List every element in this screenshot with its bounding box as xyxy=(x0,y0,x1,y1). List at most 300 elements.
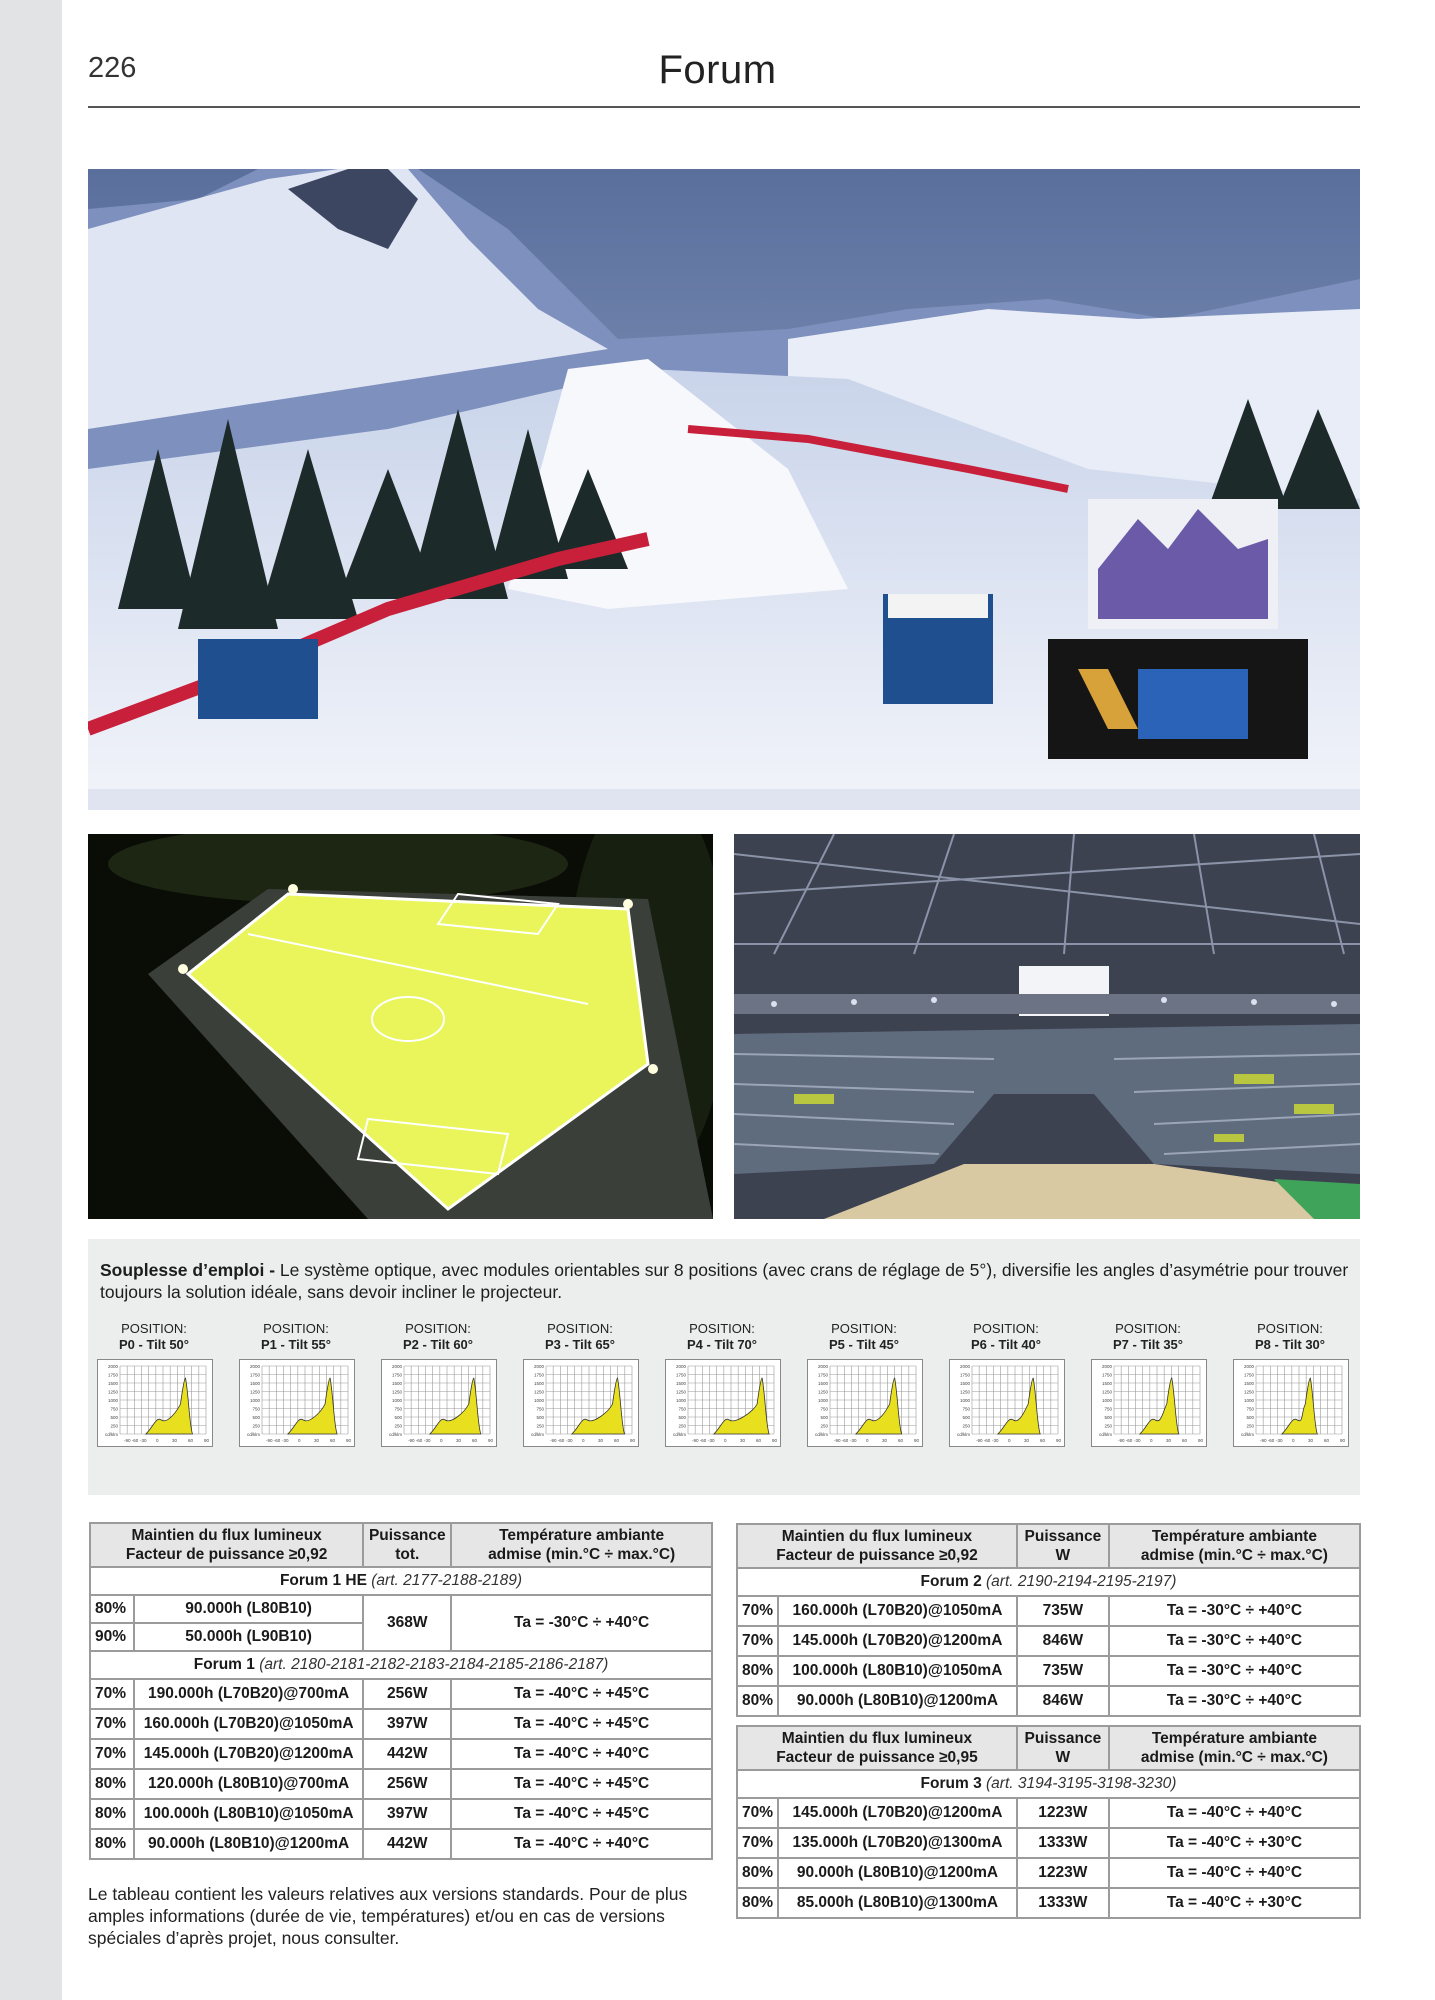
pct-cell: 70% xyxy=(737,1596,778,1626)
diagram-y-tick: 2000 xyxy=(249,1364,260,1369)
group-row xyxy=(90,1567,712,1595)
diagram-x-tick: 60 xyxy=(472,1438,478,1443)
diagram-y-tick: 750 xyxy=(678,1406,686,1412)
flux-cell: 90.000h (L80B10)@1200mA xyxy=(778,1686,1017,1716)
group-art: (art. 2190-2194-2195-2197) xyxy=(986,1573,1177,1590)
group-row xyxy=(90,1651,712,1679)
flux-cell: 135.000h (L70B20)@1300mA xyxy=(778,1828,1017,1858)
header-temp-text: Température ambiante admise (min.°C ÷ max.°C) xyxy=(1140,1730,1328,1766)
intensity-curve xyxy=(856,1378,902,1434)
header-flux-text: Maintien du flux lumineux Facteur de puissance ≥0,92 xyxy=(776,1528,978,1564)
position-label xyxy=(378,1321,498,1353)
diagram-y-tick: 1250 xyxy=(675,1389,686,1395)
diagram-y-tick: 250 xyxy=(1104,1423,1112,1429)
table-row xyxy=(90,1679,712,1709)
table-row xyxy=(90,1709,712,1739)
header-flux xyxy=(737,1524,1017,1568)
diagram-x-tick: 30 xyxy=(1024,1438,1030,1443)
position-label xyxy=(236,1321,356,1353)
intensity-curve xyxy=(998,1378,1040,1434)
position-label xyxy=(520,1321,640,1353)
diagram-y-tick: 1750 xyxy=(1101,1372,1112,1378)
group-art: (art. 2177-2188-2189) xyxy=(371,1572,523,1589)
table-forum-3 xyxy=(736,1725,1361,1919)
diagram-x-tick: 30 xyxy=(1166,1438,1172,1443)
diagram-y-tick: 2000 xyxy=(107,1364,118,1369)
diagram-x-tick: 60 xyxy=(330,1438,336,1443)
diagram-y-tick: 1500 xyxy=(1101,1381,1112,1386)
power-cell: 256W xyxy=(363,1679,451,1709)
diagram-y-tick: 1000 xyxy=(959,1398,970,1403)
table-row xyxy=(737,1798,1360,1828)
flux-cell: 90.000h (L80B10) xyxy=(134,1595,363,1623)
diagram-y-tick: 1250 xyxy=(249,1389,260,1395)
diagram-y-tick: 250 xyxy=(536,1423,544,1429)
power-cell: 368W xyxy=(363,1595,451,1651)
diagram-x-tick: 90 xyxy=(204,1438,210,1443)
side-band xyxy=(0,0,62,2000)
diagram-y-tick: 1500 xyxy=(1243,1381,1254,1386)
diagram-x-tick: 0 xyxy=(1008,1438,1011,1443)
group-art: (art. 3194-3195-3198-3230) xyxy=(986,1775,1177,1792)
diagram-y-tick: 1750 xyxy=(249,1372,260,1378)
position-label xyxy=(1088,1321,1208,1353)
diagram-x-tick: -30 xyxy=(282,1438,289,1443)
diagram-x-tick: 0 xyxy=(582,1438,585,1443)
diagram-x-tick: 0 xyxy=(1150,1438,1153,1443)
diagram-x-tick: 60 xyxy=(1040,1438,1046,1443)
header-power xyxy=(1017,1726,1109,1770)
optics-description xyxy=(100,1259,1350,1303)
diagram-y-tick: 2000 xyxy=(1243,1364,1254,1369)
optics-intro-bold: Souplesse d’emploi - xyxy=(100,1260,276,1280)
photometric-diagram xyxy=(381,1359,497,1447)
diagram-x-tick: 60 xyxy=(756,1438,762,1443)
position-value: P5 - Tilt 45° xyxy=(829,1337,899,1352)
diagram-x-tick: 90 xyxy=(488,1438,494,1443)
photometric-diagram xyxy=(949,1359,1065,1447)
group-name: Forum 3 xyxy=(920,1775,982,1792)
intensity-curve xyxy=(572,1378,625,1434)
position-prefix: POSITION: xyxy=(689,1321,755,1336)
diagram-x-tick: 30 xyxy=(740,1438,746,1443)
flux-cell: 160.000h (L70B20)@1050mA xyxy=(778,1596,1017,1626)
table-row xyxy=(90,1739,712,1769)
power-cell: 1333W xyxy=(1017,1888,1109,1918)
diagram-y-tick: 1500 xyxy=(533,1381,544,1386)
diagram-x-tick: -30 xyxy=(708,1438,715,1443)
table-row xyxy=(737,1828,1360,1858)
diagram-x-tick: -90 -60 xyxy=(408,1438,423,1443)
flux-cell: 190.000h (L70B20)@700mA xyxy=(134,1679,363,1709)
diagram-y-tick: 1000 xyxy=(1101,1398,1112,1403)
position-value: P1 - Tilt 55° xyxy=(261,1337,331,1352)
diagram-x-tick: -30 xyxy=(140,1438,147,1443)
temp-cell: Ta = -40°C ÷ +45°C xyxy=(451,1679,712,1709)
diagram-y-tick: 1000 xyxy=(249,1398,260,1403)
temp-cell: Ta = -30°C ÷ +40°C xyxy=(1109,1626,1360,1656)
diagram-x-tick: -90 -60 xyxy=(834,1438,849,1443)
intensity-curve xyxy=(714,1378,769,1434)
diagram-y-tick: 1750 xyxy=(959,1372,970,1378)
power-cell: 846W xyxy=(1017,1686,1109,1716)
header-power-text: Puissance W xyxy=(1024,1528,1102,1564)
pct-cell: 90% xyxy=(90,1623,134,1651)
diagram-x-tick: -30 xyxy=(850,1438,857,1443)
diagram-y-tick: 1000 xyxy=(391,1398,402,1403)
position-value: P8 - Tilt 30° xyxy=(1255,1337,1325,1352)
power-cell: 397W xyxy=(363,1799,451,1829)
diagram-x-tick: 0 xyxy=(440,1438,443,1443)
diagram-x-tick: 30 xyxy=(314,1438,320,1443)
diagram-x-tick: 90 xyxy=(346,1438,352,1443)
football-pitch-photo xyxy=(88,834,713,1219)
table-row xyxy=(90,1799,712,1829)
diagram-y-tick: 1500 xyxy=(959,1381,970,1386)
position-prefix: POSITION: xyxy=(973,1321,1039,1336)
flux-cell: 120.000h (L80B10)@700mA xyxy=(134,1769,363,1799)
diagram-x-tick: -90 -60 xyxy=(976,1438,991,1443)
photometric-diagram xyxy=(239,1359,355,1447)
diagram-y-tick: 500 xyxy=(252,1415,260,1420)
diagram-y-tick: 2000 xyxy=(1101,1364,1112,1369)
page-title: Forum xyxy=(658,48,777,92)
diagram-y-tick: cd/klm xyxy=(672,1432,686,1437)
table-header-row xyxy=(737,1524,1360,1568)
diagram-y-tick: 250 xyxy=(252,1423,260,1429)
header-temp-text: Température ambiante admise (min.°C ÷ max.°C) xyxy=(1140,1528,1328,1564)
diagram-x-tick: 60 xyxy=(898,1438,904,1443)
temp-cell: Ta = -30°C ÷ +40°C xyxy=(451,1595,712,1651)
flux-cell: 100.000h (L80B10)@1050mA xyxy=(134,1799,363,1829)
position-value: P2 - Tilt 60° xyxy=(403,1337,473,1352)
table-row xyxy=(90,1769,712,1799)
diagram-x-tick: -90 -60 xyxy=(1118,1438,1133,1443)
diagram-x-tick: -90 -60 xyxy=(266,1438,281,1443)
diagram-y-tick: 1250 xyxy=(817,1389,828,1395)
power-cell: 397W xyxy=(363,1709,451,1739)
temp-cell: Ta = -40°C ÷ +30°C xyxy=(1109,1828,1360,1858)
diagram-x-tick: 30 xyxy=(456,1438,462,1443)
diagram-y-tick: 750 xyxy=(1104,1406,1112,1412)
diagram-x-tick: -90 -60 xyxy=(1260,1438,1275,1443)
flux-cell: 90.000h (L80B10)@1200mA xyxy=(134,1829,363,1859)
position-value: P7 - Tilt 35° xyxy=(1113,1337,1183,1352)
header-flux-text: Maintien du flux lumineux Facteur de puissance ≥0,95 xyxy=(776,1730,978,1766)
diagram-x-tick: -30 xyxy=(424,1438,431,1443)
flux-cell: 145.000h (L70B20)@1200mA xyxy=(778,1626,1017,1656)
forum-3-rows xyxy=(737,1798,1360,1918)
position-label xyxy=(946,1321,1066,1353)
diagram-x-tick: 0 xyxy=(298,1438,301,1443)
diagram-y-tick: 250 xyxy=(678,1423,686,1429)
diagram-y-tick: 1500 xyxy=(107,1381,118,1386)
temp-cell: Ta = -40°C ÷ +40°C xyxy=(451,1829,712,1859)
diagram-y-tick: 750 xyxy=(110,1406,118,1412)
diagram-y-tick: cd/klm xyxy=(956,1432,970,1437)
header-temp xyxy=(451,1523,712,1567)
diagram-x-tick: -30 xyxy=(1134,1438,1141,1443)
diagram-x-tick: -90 -60 xyxy=(550,1438,565,1443)
diagram-y-tick: 250 xyxy=(394,1423,402,1429)
temp-cell: Ta = -40°C ÷ +30°C xyxy=(1109,1888,1360,1918)
table-row xyxy=(737,1626,1360,1656)
diagram-y-tick: 2000 xyxy=(675,1364,686,1369)
diagram-y-tick: 500 xyxy=(394,1415,402,1420)
diagram-x-tick: 30 xyxy=(598,1438,604,1443)
header-temp-text: Température ambiante admise (min.°C ÷ max.°C) xyxy=(488,1527,676,1563)
diagram-x-tick: -90 -60 xyxy=(124,1438,139,1443)
diagram-y-tick: cd/klm xyxy=(388,1432,402,1437)
diagram-y-tick: cd/klm xyxy=(814,1432,828,1437)
group-row xyxy=(737,1568,1360,1596)
diagram-x-tick: 0 xyxy=(724,1438,727,1443)
header-power xyxy=(363,1523,451,1567)
diagram-x-tick: 90 xyxy=(914,1438,920,1443)
diagram-x-tick: -30 xyxy=(566,1438,573,1443)
diagram-y-tick: 1250 xyxy=(391,1389,402,1395)
footnote: Le tableau contient les valeurs relatives aux versions standards. Pour de plus amples informations (durée de vie, températures) et/ou en cas de versions spéciales d’après projet, nous consulter. xyxy=(88,1884,688,1948)
diagram-x-tick: -30 xyxy=(992,1438,999,1443)
position-prefix: POSITION: xyxy=(1115,1321,1181,1336)
diagram-y-tick: 1250 xyxy=(1243,1389,1254,1395)
diagram-y-tick: 1500 xyxy=(249,1381,260,1386)
diagram-y-tick: cd/klm xyxy=(1098,1432,1112,1437)
pct-cell: 80% xyxy=(737,1858,778,1888)
pct-cell: 80% xyxy=(90,1829,134,1859)
diagram-x-tick: 90 xyxy=(1056,1438,1062,1443)
diagram-y-tick: cd/klm xyxy=(104,1432,118,1437)
photometric-diagram xyxy=(1091,1359,1207,1447)
position-value: P0 - Tilt 50° xyxy=(119,1337,189,1352)
table-header-row xyxy=(737,1726,1360,1770)
flux-cell: 145.000h (L70B20)@1200mA xyxy=(778,1798,1017,1828)
intensity-curve xyxy=(146,1378,193,1434)
pct-cell: 80% xyxy=(737,1888,778,1918)
diagram-y-tick: 500 xyxy=(678,1415,686,1420)
diagram-x-tick: -30 xyxy=(1276,1438,1283,1443)
diagram-x-tick: 0 xyxy=(866,1438,869,1443)
diagram-y-tick: 250 xyxy=(962,1423,970,1429)
temp-cell: Ta = -30°C ÷ +40°C xyxy=(1109,1596,1360,1626)
pct-cell: 80% xyxy=(737,1656,778,1686)
diagram-y-tick: 750 xyxy=(252,1406,260,1412)
group-forum-3 xyxy=(737,1770,1360,1798)
table-row xyxy=(737,1888,1360,1918)
diagram-y-tick: 750 xyxy=(820,1406,828,1412)
diagram-y-tick: 500 xyxy=(1246,1415,1254,1420)
position-label xyxy=(804,1321,924,1353)
diagram-y-tick: 250 xyxy=(110,1423,118,1429)
group-forum-2 xyxy=(737,1568,1360,1596)
position-prefix: POSITION: xyxy=(121,1321,187,1336)
diagram-x-tick: 60 xyxy=(1324,1438,1330,1443)
diagram-y-tick: 1000 xyxy=(107,1398,118,1403)
group-name: Forum 1 xyxy=(193,1656,255,1673)
position-prefix: POSITION: xyxy=(547,1321,613,1336)
header-flux xyxy=(90,1523,363,1567)
intensity-curve xyxy=(430,1378,481,1434)
diagram-y-tick: 250 xyxy=(1246,1423,1254,1429)
diagram-y-tick: 500 xyxy=(962,1415,970,1420)
diagram-y-tick: 2000 xyxy=(533,1364,544,1369)
diagram-y-tick: 1250 xyxy=(107,1389,118,1395)
position-prefix: POSITION: xyxy=(831,1321,897,1336)
forum-1-rows xyxy=(90,1679,712,1859)
power-cell: 735W xyxy=(1017,1656,1109,1686)
table-row xyxy=(90,1829,712,1859)
table-row xyxy=(737,1858,1360,1888)
position-prefix: POSITION: xyxy=(405,1321,471,1336)
pct-cell: 70% xyxy=(90,1679,134,1709)
diagram-x-tick: 0 xyxy=(1292,1438,1295,1443)
power-cell: 1333W xyxy=(1017,1828,1109,1858)
diagram-y-tick: 1750 xyxy=(675,1372,686,1378)
pct-cell: 80% xyxy=(90,1769,134,1799)
page-number: 226 xyxy=(88,52,137,84)
temp-cell: Ta = -40°C ÷ +40°C xyxy=(451,1739,712,1769)
diagram-x-tick: 60 xyxy=(188,1438,194,1443)
diagram-x-tick: 30 xyxy=(172,1438,178,1443)
forum-2-rows xyxy=(737,1596,1360,1716)
temp-cell: Ta = -40°C ÷ +40°C xyxy=(1109,1858,1360,1888)
photometric-diagram xyxy=(665,1359,781,1447)
pct-cell: 80% xyxy=(737,1686,778,1716)
temp-cell: Ta = -40°C ÷ +45°C xyxy=(451,1799,712,1829)
header-temp xyxy=(1109,1726,1360,1770)
position-value: P4 - Tilt 70° xyxy=(687,1337,757,1352)
pct-cell: 70% xyxy=(90,1709,134,1739)
diagram-y-tick: cd/klm xyxy=(1240,1432,1254,1437)
header-rule xyxy=(88,106,1360,108)
diagram-y-tick: 1750 xyxy=(1243,1372,1254,1378)
ski-slope-photo xyxy=(88,169,1360,810)
power-cell: 1223W xyxy=(1017,1858,1109,1888)
diagram-y-tick: 1750 xyxy=(107,1372,118,1378)
temp-cell: Ta = -40°C ÷ +45°C xyxy=(451,1709,712,1739)
diagram-y-tick: cd/klm xyxy=(530,1432,544,1437)
temp-cell: Ta = -30°C ÷ +40°C xyxy=(1109,1686,1360,1716)
group-art: (art. 2180-2181-2182-2183-2184-2185-2186-2187) xyxy=(259,1656,609,1673)
power-cell: 442W xyxy=(363,1829,451,1859)
diagram-y-tick: 1250 xyxy=(533,1389,544,1395)
flux-cell: 160.000h (L70B20)@1050mA xyxy=(134,1709,363,1739)
diagram-x-tick: 30 xyxy=(882,1438,888,1443)
temp-cell: Ta = -40°C ÷ +40°C xyxy=(1109,1798,1360,1828)
diagram-y-tick: 750 xyxy=(962,1406,970,1412)
diagram-y-tick: 1750 xyxy=(533,1372,544,1378)
pct-cell: 70% xyxy=(90,1739,134,1769)
pct-cell: 70% xyxy=(737,1828,778,1858)
group-name: Forum 1 HE xyxy=(279,1572,367,1589)
diagram-x-tick: 30 xyxy=(1308,1438,1314,1443)
pct-cell: 70% xyxy=(737,1798,778,1828)
flux-cell: 145.000h (L70B20)@1200mA xyxy=(134,1739,363,1769)
optics-intro-text: Le système optique, avec modules orientables sur 8 positions (avec crans de réglage de 5°), diversifie les angles d’asymétrie pour trouver toujours la solution idéale, sans devoir incliner le projecteur. xyxy=(100,1260,1349,1302)
flux-cell: 90.000h (L80B10)@1200mA xyxy=(778,1858,1017,1888)
flux-cell: 50.000h (L90B10) xyxy=(134,1623,363,1651)
group-name: Forum 2 xyxy=(920,1573,982,1590)
table-header-row xyxy=(90,1523,712,1567)
diagram-y-tick: 1250 xyxy=(959,1389,970,1395)
position-label xyxy=(1230,1321,1350,1353)
header-power-text: Puissance W xyxy=(1024,1730,1102,1766)
diagram-x-tick: 90 xyxy=(1340,1438,1346,1443)
header-flux-text: Maintien du flux lumineux Facteur de puissance ≥0,92 xyxy=(125,1527,328,1563)
diagram-y-tick: 1750 xyxy=(817,1372,828,1378)
photometric-diagram xyxy=(97,1359,213,1447)
group-forum-1 xyxy=(90,1651,712,1679)
photometric-diagram xyxy=(1233,1359,1349,1447)
diagram-y-tick: 2000 xyxy=(817,1364,828,1369)
diagram-y-tick: 500 xyxy=(820,1415,828,1420)
table-row xyxy=(737,1656,1360,1686)
power-cell: 442W xyxy=(363,1739,451,1769)
table-row xyxy=(90,1595,712,1623)
diagram-y-tick: 1500 xyxy=(817,1381,828,1386)
diagram-x-tick: -90 -60 xyxy=(692,1438,707,1443)
flux-cell: 100.000h (L80B10)@1050mA xyxy=(778,1656,1017,1686)
table-forum-1 xyxy=(89,1522,713,1860)
diagram-y-tick: 750 xyxy=(536,1406,544,1412)
header-temp xyxy=(1109,1524,1360,1568)
diagram-y-tick: 500 xyxy=(536,1415,544,1420)
table-row xyxy=(737,1686,1360,1716)
diagram-y-tick: cd/klm xyxy=(246,1432,260,1437)
header-flux xyxy=(737,1726,1017,1770)
photometric-diagram xyxy=(807,1359,923,1447)
diagram-y-tick: 1000 xyxy=(1243,1398,1254,1403)
table-row xyxy=(737,1596,1360,1626)
position-prefix: POSITION: xyxy=(263,1321,329,1336)
position-prefix: POSITION: xyxy=(1257,1321,1323,1336)
indoor-arena-photo xyxy=(734,834,1360,1219)
power-cell: 846W xyxy=(1017,1626,1109,1656)
header-power-text: Puissance tot. xyxy=(368,1527,446,1563)
diagram-y-tick: 1000 xyxy=(533,1398,544,1403)
group-row xyxy=(737,1770,1360,1798)
power-cell: 735W xyxy=(1017,1596,1109,1626)
diagram-y-tick: 1000 xyxy=(817,1398,828,1403)
pct-cell: 80% xyxy=(90,1799,134,1829)
power-cell: 256W xyxy=(363,1769,451,1799)
diagram-x-tick: 60 xyxy=(1182,1438,1188,1443)
group-forum-1-he xyxy=(90,1567,712,1595)
diagram-y-tick: 750 xyxy=(394,1406,402,1412)
diagram-x-tick: 0 xyxy=(156,1438,159,1443)
temp-cell: Ta = -30°C ÷ +40°C xyxy=(1109,1656,1360,1686)
diagram-y-tick: 2000 xyxy=(959,1364,970,1369)
diagram-x-tick: 90 xyxy=(772,1438,778,1443)
position-label xyxy=(662,1321,782,1353)
diagram-y-tick: 750 xyxy=(1246,1406,1254,1412)
diagram-x-tick: 90 xyxy=(1198,1438,1204,1443)
diagram-y-tick: 1500 xyxy=(391,1381,402,1386)
position-value: P6 - Tilt 40° xyxy=(971,1337,1041,1352)
photometric-diagram xyxy=(523,1359,639,1447)
diagram-x-tick: 90 xyxy=(630,1438,636,1443)
table-forum-2 xyxy=(736,1523,1361,1717)
optics-panel xyxy=(88,1239,1360,1495)
power-cell: 1223W xyxy=(1017,1798,1109,1828)
diagram-y-tick: 250 xyxy=(820,1423,828,1429)
pct-cell: 80% xyxy=(90,1595,134,1623)
diagram-y-tick: 1750 xyxy=(391,1372,402,1378)
position-value: P3 - Tilt 65° xyxy=(545,1337,615,1352)
pct-cell: 70% xyxy=(737,1626,778,1656)
temp-cell: Ta = -40°C ÷ +45°C xyxy=(451,1769,712,1799)
flux-cell: 85.000h (L80B10)@1300mA xyxy=(778,1888,1017,1918)
